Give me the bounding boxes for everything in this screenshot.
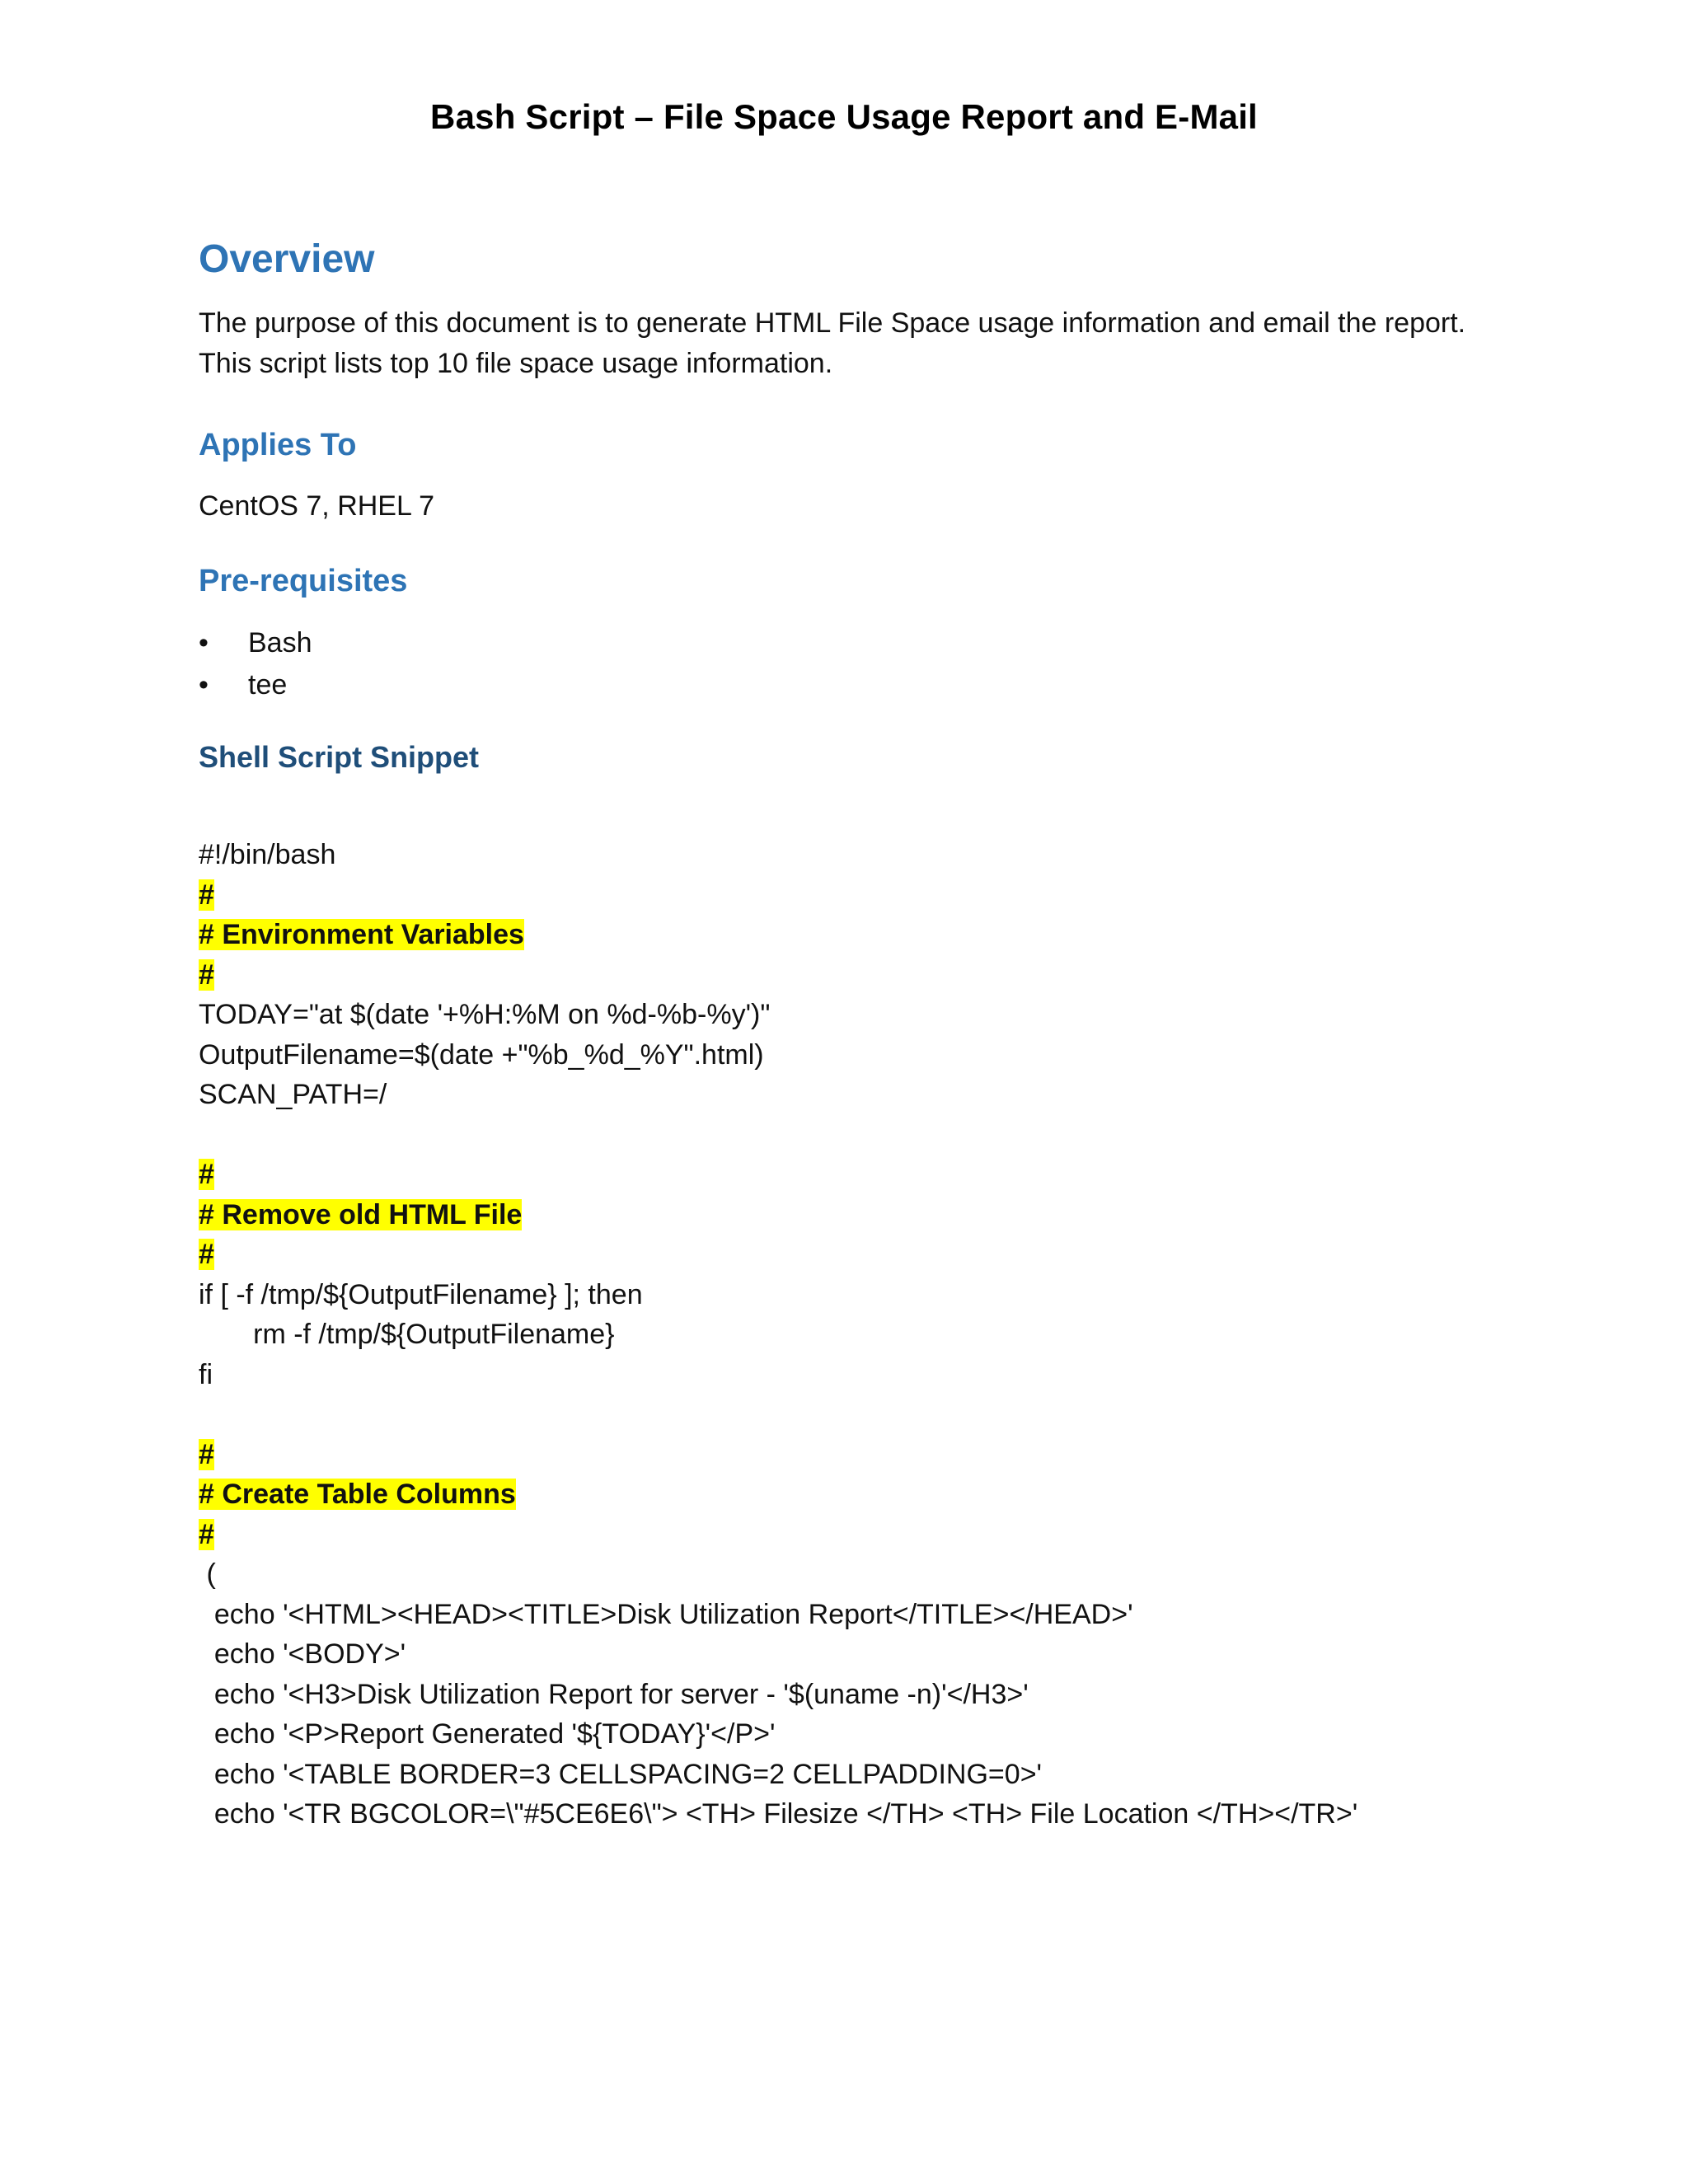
highlighted-comment: # [199,1438,214,1470]
code-line [199,1115,1493,1155]
bullet-icon: • [199,627,209,658]
applies-to-value: CentOS 7, RHEL 7 [199,490,434,522]
code-line [199,1195,1493,1235]
code-line [199,1235,1493,1275]
code-line [199,1474,1493,1515]
list-item [199,622,1493,664]
code-line: ( [199,1558,216,1590]
overview-line: This script lists top 10 file space usage information. [199,348,833,379]
code-line [199,1394,1493,1435]
bullet-icon: • [199,669,209,701]
applies-to-heading: Applies To [199,428,357,462]
code-line: TODAY="at $(date '+%H:%M on %d-%b-%y')" [199,999,771,1030]
code-line [199,915,1493,955]
code-line: echo '<TR BGCOLOR=\"#5CE6E6\"> <TH> Filesize </TH> <TH> File Location </TH></TR>' [199,1798,1358,1830]
overview-paragraph [199,303,1493,384]
code-line: if [ -f /tmp/${OutputFilename} ]; then [199,1278,643,1310]
code-line [199,875,1493,916]
document-title: Bash Script – File Space Usage Report and E-Mail [430,97,1258,136]
highlighted-comment: # Create Table Columns [199,1479,516,1510]
code-line [199,1515,1493,1555]
highlighted-comment: # [199,1239,214,1270]
highlighted-comment: # Environment Variables [199,919,524,950]
code-line: echo '<P>Report Generated '${TODAY}'</P>' [199,1718,776,1750]
highlighted-comment: # [199,1159,214,1190]
prerequisites-list [199,622,1493,706]
highlighted-comment: # [199,1518,214,1550]
overview-line: The purpose of this document is to generate HTML File Space usage information and email the report. [199,307,1466,339]
overview-heading: Overview [199,237,375,281]
code-line [199,1435,1493,1475]
prerequisite-label: tee [248,669,288,701]
code-line: #!/bin/bash [199,839,336,870]
snippet-heading: Shell Script Snippet [199,740,480,774]
code-line: rm -f /tmp/${OutputFilename} [199,1319,615,1350]
code-line: echo '<TABLE BORDER=3 CELLSPACING=2 CELLPADDING=0>' [199,1758,1043,1790]
code-line: SCAN_PATH=/ [199,1079,387,1110]
code-line: echo '<H3>Disk Utilization Report for server - '$(uname -n)'</H3>' [199,1678,1029,1710]
code-line [199,1155,1493,1195]
prerequisite-label: Bash [248,627,312,658]
highlighted-comment: # [199,958,214,991]
code-snippet [199,835,1493,1835]
code-line: fi [199,1358,213,1390]
code-line [199,955,1493,996]
prerequisites-heading: Pre-requisites [199,564,408,598]
code-line: echo '<BODY>' [199,1638,406,1670]
highlighted-comment: # Remove old HTML File [199,1198,523,1230]
code-line: OutputFilename=$(date +"%b_%d_%Y".html) [199,1038,764,1071]
code-line: echo '<HTML><HEAD><TITLE>Disk Utilization Report</TITLE></HEAD>' [199,1598,1133,1630]
document-body [199,231,1493,1835]
list-item [199,664,1493,706]
highlighted-comment: # [199,879,214,911]
